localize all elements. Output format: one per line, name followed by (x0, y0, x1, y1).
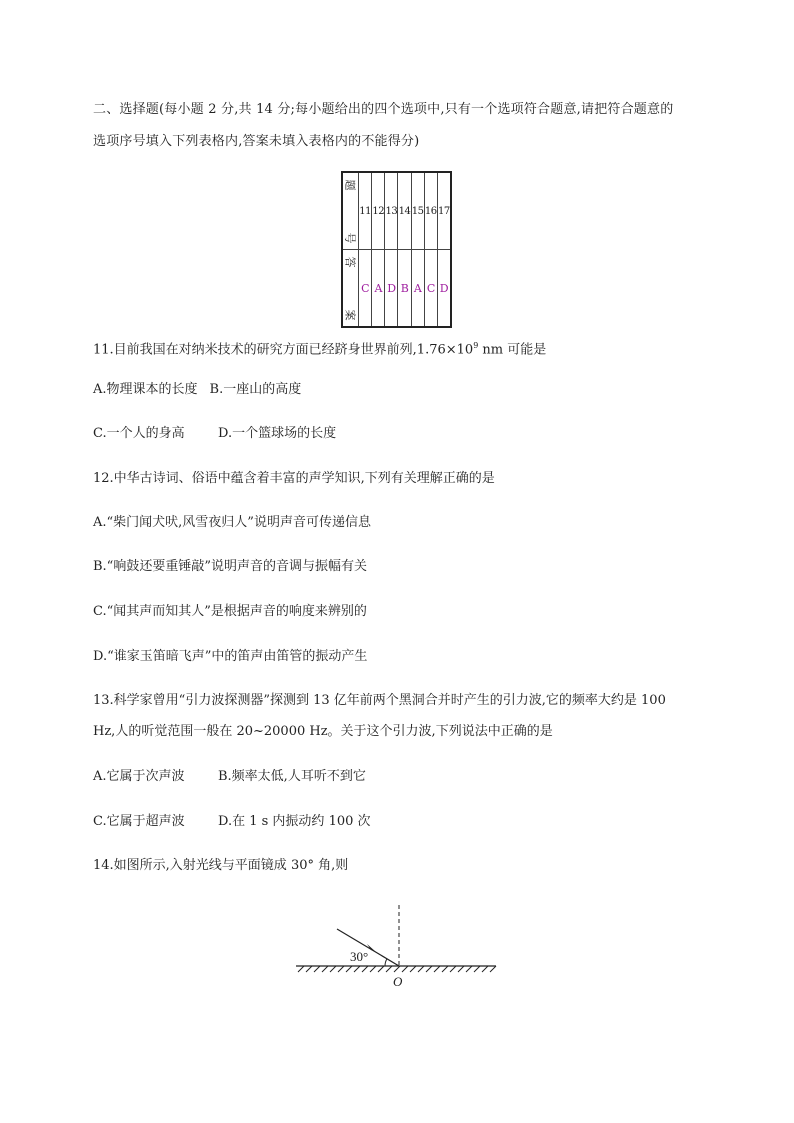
answer-cell: D (384, 250, 397, 326)
q13-option-b: B.频率太低,人耳听不到它 (218, 769, 366, 784)
answer-cell: C (424, 250, 437, 326)
answer-row (343, 249, 450, 326)
number-cell: 12 (371, 173, 384, 249)
q11-stem (93, 337, 546, 359)
answer-cell: A (411, 250, 424, 326)
q11-exponent: 9 (473, 341, 479, 350)
q12-option-a: A.“柴门闻犬吠,风雪夜归人”说明声音可传递信息 (93, 515, 371, 530)
q12-option-c: C.“闻其声而知其人”是根据声音的响度来辨别的 (93, 604, 367, 619)
section-title-line2: 选项序号填入下列表格内,答案未填入表格内的不能得分) (93, 134, 420, 149)
answer-cell: C (361, 281, 370, 295)
q12-stem: 12.中华古诗词、俗语中蕴含着丰富的声学知识,下列有关理解正确的是 (93, 471, 495, 486)
answer-table (341, 171, 452, 328)
number-cell: 11 (359, 205, 371, 217)
question-number-row (343, 173, 450, 249)
q13-option-c: C.它属于超声波 (93, 814, 185, 829)
row-header-answer (343, 250, 359, 326)
angle-arc (385, 959, 387, 966)
q11-option-a: A.物理课本的长度 (93, 382, 198, 397)
q12-option-d: D.“谁家玉笛暗飞声”中的笛声由笛管的振动产生 (93, 649, 368, 664)
number-cell: 15 (411, 173, 424, 249)
q11-option-c: C.一个人的身高 (93, 426, 185, 441)
q12-option-b: B.“响鼓还要重锤敲”说明声音的音调与振幅有关 (93, 559, 367, 574)
section-title-line1: 二、选择题(每小题 2 分,共 14 分;每小题给出的四个选项中,只有一个选项符合题意,请把符合题意的 (93, 102, 674, 117)
row-header-question-number (343, 173, 359, 249)
q11-options-ab (93, 381, 301, 399)
angle-label: 30° (350, 949, 369, 964)
point-label-o: O (393, 974, 403, 989)
answer-cell: B (397, 250, 410, 326)
q11-unit-text: nm 可能是 (478, 342, 547, 358)
mirror-hatching (298, 966, 496, 972)
number-cell: 16 (424, 173, 437, 249)
q13-stem-line2: Hz,人的听觉范围一般在 20~20000 Hz。关于这个引力波,下列说法中正确的是 (93, 724, 553, 739)
header-char-bottom: 案 (345, 308, 356, 321)
header-char-bottom: 号 (345, 231, 356, 244)
mirror-reflection-figure (290, 900, 505, 995)
q11-options-cd (93, 425, 336, 443)
q13-option-a: A.它属于次声波 (93, 769, 185, 784)
answer-cell: D (437, 250, 450, 326)
q14-stem: 14.如图所示,入射光线与平面镜成 30° 角,则 (93, 858, 349, 873)
q11-option-b: B.一座山的高度 (209, 382, 302, 397)
header-char-top: 答 (345, 255, 356, 268)
q11-option-d: D.一个篮球场的长度 (218, 426, 337, 441)
answer-cell: A (371, 250, 384, 326)
q13-options-cd (93, 813, 371, 831)
q13-stem-line1: 13.科学家曾用“引力波探测器”探测到 13 亿年前两个黑洞合并时产生的引力波,它的频率大约是 100 (93, 693, 666, 708)
q13-options-ab (93, 768, 366, 786)
number-cell: 17 (437, 173, 450, 249)
header-char-top: 题 (345, 178, 356, 191)
number-cell: 13 (384, 173, 397, 249)
q11-stem-text: 11.目前我国在对纳米技术的研究方面已经跻身世界前列,1.76×10 (93, 342, 474, 358)
number-cell: 14 (397, 173, 410, 249)
q13-option-d: D.在 1 s 内振动约 100 次 (218, 814, 371, 829)
